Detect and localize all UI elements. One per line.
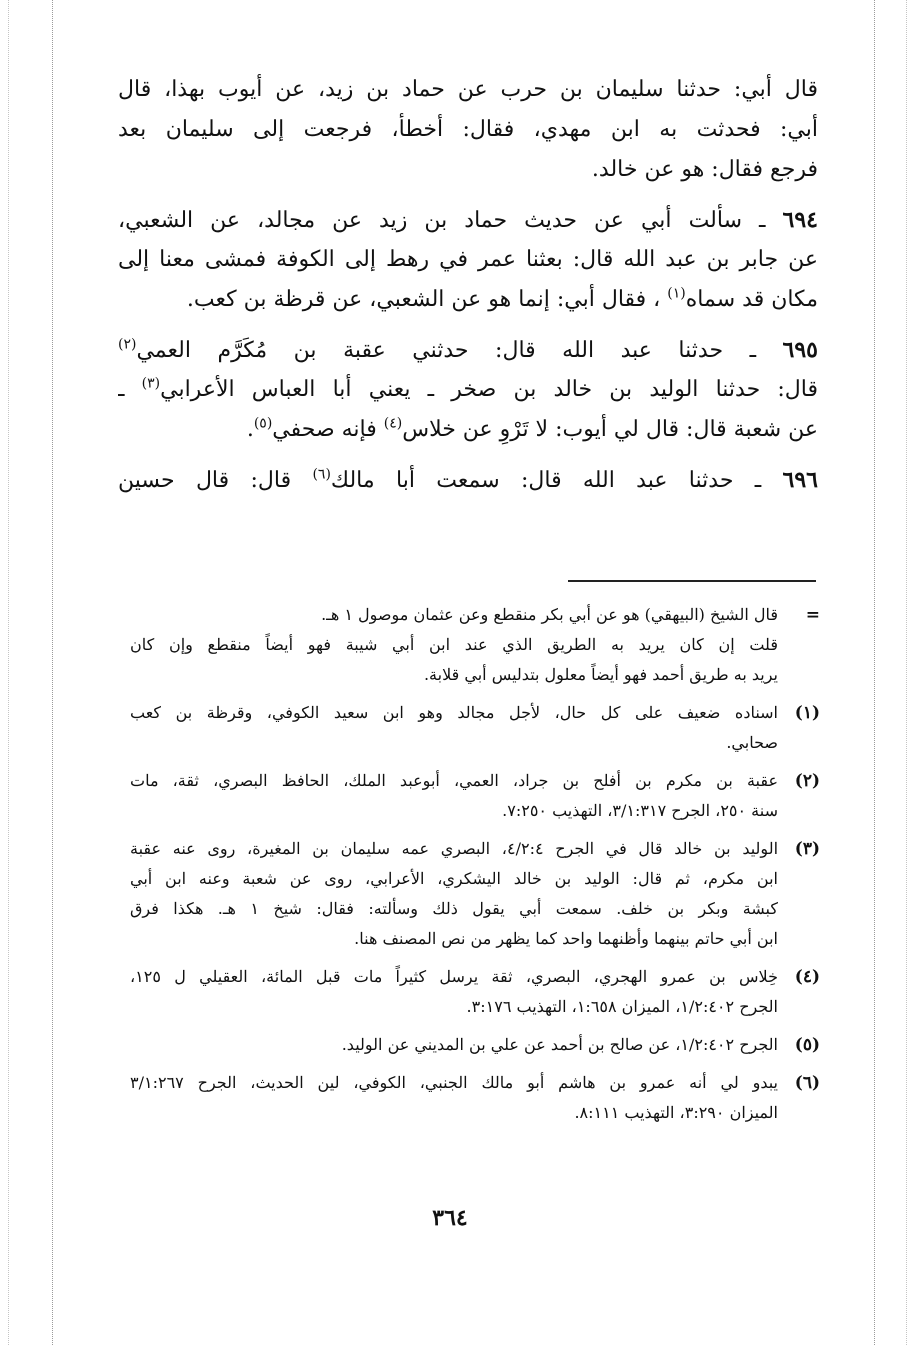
footnote-6 bbox=[130, 1068, 820, 1128]
footnote-body bbox=[130, 698, 778, 758]
footnote-label: (١) bbox=[794, 703, 820, 723]
footnote-line: الميزان ٣:٢٩٠، التهذيب ٨:١١١. bbox=[574, 1103, 778, 1122]
scan-edge-left bbox=[8, 0, 9, 1345]
footnote-line: اسناده ضعيف على كل حال، لأجل مجالد وهو ابن سعيد الكوفي، وقرظة بن كعب bbox=[130, 703, 778, 722]
footnote-line: يبدو لي أنه عمرو بن هاشم أبو مالك الجنبي، الكوفي، لين الحديث، الجرح ٣/١:٢٦٧ bbox=[130, 1073, 778, 1092]
scan-edge-right bbox=[906, 0, 907, 1345]
footnote-line: يريد به طريق أحمد فهو أيضاً معلول بتدليس أبي قلابة. bbox=[423, 665, 778, 684]
text-span: قال: حدثنا الوليد بن خالد بن صخر ـ يعني أبا العباس الأعرابي bbox=[160, 377, 818, 402]
paragraph-continuation bbox=[118, 70, 818, 190]
footnote-line: قلت إن كان يريد به الطريق الذي عند ابن أبي شيبة فهو أيضاً منقطع وإن كان bbox=[130, 635, 778, 654]
hadith-number: ٦٩٦ bbox=[782, 467, 818, 493]
footnote-ref-2[interactable]: (٢) bbox=[118, 336, 137, 353]
footnote-body bbox=[130, 834, 778, 954]
text-span: ، فقال أبي: إنما هو عن الشعبي، عن قرظة بن كعب. bbox=[186, 287, 661, 312]
footnote-continuation-marker: = bbox=[805, 605, 820, 625]
footnote-3 bbox=[130, 834, 820, 954]
scan-margin-line-left bbox=[52, 0, 53, 1345]
text-span: عن شعبة قال: قال لي أيوب: لا تَرْوِ عن خلاس bbox=[402, 417, 818, 442]
footnote-label: (٦) bbox=[794, 1073, 820, 1093]
footnotes-block bbox=[130, 600, 820, 1136]
footnote-5 bbox=[130, 1030, 820, 1060]
footnote-line: صحابي. bbox=[726, 733, 778, 752]
footnote-line: قال الشيخ (البيهقي) هو عن أبي بكر منقطع وعن عثمان موصول ١ هـ. bbox=[321, 605, 778, 624]
text-span: ـ حدثنا عبد الله قال: حدثني عقبة بن مُكَرَّم العمي bbox=[136, 338, 757, 363]
footnote-body bbox=[130, 1030, 778, 1060]
main-text-block bbox=[118, 70, 818, 510]
text-line bbox=[118, 460, 818, 500]
footnote-label: (٣) bbox=[794, 839, 820, 859]
text-span: مكان قد سماه bbox=[685, 287, 818, 312]
text-line: قال أبي: حدثنا سليمان بن حرب عن حماد بن زيد، عن أيوب بهذا، قال bbox=[118, 77, 818, 102]
footnote-label: (٤) bbox=[794, 967, 820, 987]
text-line bbox=[118, 330, 818, 370]
footnote-line: خِلاس بن عمرو الهجري، البصري، ثقة يرسل كثيراً مات قبل المائة، العقيلي ل ١٢٥، bbox=[130, 967, 778, 986]
text-line: فرجع فقال: هو عن خالد. bbox=[591, 157, 818, 182]
footnote-line: ابن مكرم، ثم قال: الوليد بن خالد اليشكري، الأعرابي، روى عن شعبة وعنه ابن أبي bbox=[130, 869, 778, 888]
text-line: أبي: فحدثت به ابن مهدي، فقال: أخطأ، فرجعت إلى سليمان بعد bbox=[118, 117, 818, 142]
footnote-line: عقبة بن مكرم بن أفلح بن جراد، العمي، أبوعبد الملك، الحافظ البصري، ثقة، مات bbox=[130, 771, 778, 790]
footnote-body bbox=[130, 766, 778, 826]
footnote-body bbox=[130, 1068, 778, 1128]
footnote-body bbox=[130, 600, 778, 690]
footnote-2 bbox=[130, 766, 820, 826]
footnote-line: كبشة وبكر بن خلف. سمعت أبي يقول ذلك وسألته: فقال: شيخ ١ هـ. هكذا فرق bbox=[130, 899, 778, 918]
text-line bbox=[118, 280, 818, 320]
paragraph-694 bbox=[118, 200, 818, 320]
footnote-1 bbox=[130, 698, 820, 758]
footnote-line: الجرح ١/٢:٤٠٢، عن صالح بن أحمد عن علي بن المديني عن الوليد. bbox=[341, 1035, 778, 1054]
text-span: ـ bbox=[118, 377, 125, 402]
paragraph-695 bbox=[118, 330, 818, 450]
footnote-ref-5[interactable]: (٥) bbox=[253, 415, 273, 432]
footnote-body bbox=[130, 962, 778, 1022]
footnote-line: ابن أبي حاتم بينهما وأظنهما واحد كما يظهر من نص المصنف هنا. bbox=[354, 929, 778, 948]
text-line bbox=[118, 410, 818, 450]
hadith-number: ٦٩٥ bbox=[782, 337, 818, 363]
text-line bbox=[118, 370, 818, 410]
footnote-continuation bbox=[130, 600, 820, 690]
footnote-line: الجرح ١/٢:٤٠٢، الميزان ١:٦٥٨، التهذيب ٣:١٧٦. bbox=[466, 997, 778, 1016]
footnote-line: الوليد بن خالد قال في الجرح ٤/٢:٤، البصري عمه سليمان بن المغيرة، روى عنه عقبة bbox=[130, 839, 778, 858]
scan-margin-line-right bbox=[874, 0, 875, 1345]
footnote-ref-3[interactable]: (٣) bbox=[141, 375, 161, 392]
footnote-label: (٢) bbox=[794, 771, 820, 791]
text-line: عن جابر بن عبد الله قال: بعثنا عمر في رهط إلى الكوفة فمشى معنا إلى bbox=[118, 247, 818, 272]
footnote-line: سنة ٢٥٠، الجرح ٣/١:٣١٧، التهذيب ٧:٢٥٠. bbox=[502, 801, 778, 820]
paragraph-696 bbox=[118, 460, 818, 500]
page-number: ٣٦٤ bbox=[432, 1205, 468, 1231]
text-span: فإنه صحفي bbox=[272, 417, 377, 442]
footnote-ref-4[interactable]: (٤) bbox=[383, 415, 403, 432]
hadith-number: ٦٩٤ bbox=[782, 207, 818, 233]
text-span: ـ حدثنا عبد الله قال: سمعت أبا مالك bbox=[330, 468, 762, 493]
footnote-label: (٥) bbox=[794, 1035, 820, 1055]
footnote-ref-1[interactable]: (١) bbox=[667, 285, 686, 302]
text-span: قال: قال حسين bbox=[118, 468, 292, 493]
footnote-separator bbox=[568, 580, 816, 582]
text-span: ـ سألت أبي عن حديث حماد بن زيد عن مجالد، عن الشعبي، bbox=[118, 208, 766, 233]
text-span: . bbox=[246, 417, 254, 442]
text-line bbox=[118, 200, 818, 240]
footnote-4 bbox=[130, 962, 820, 1022]
footnote-ref-6[interactable]: (٦) bbox=[312, 466, 331, 483]
